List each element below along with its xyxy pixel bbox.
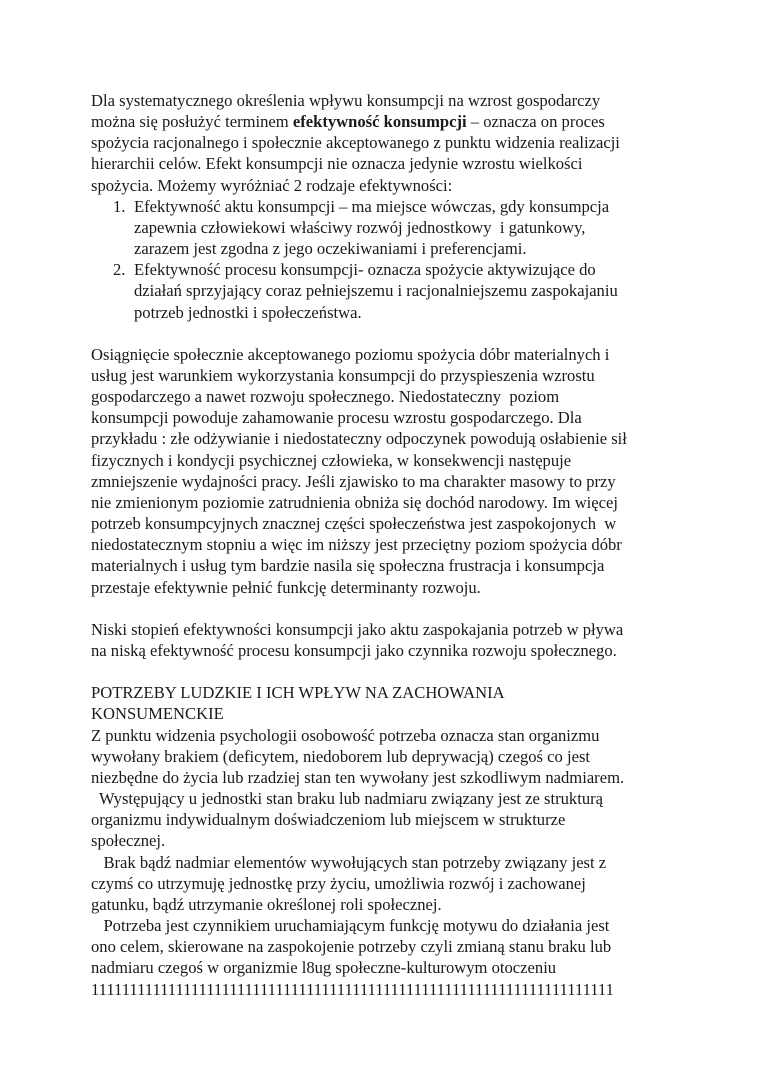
paragraph-intro	[91, 90, 691, 196]
text-line: potrzeb jednostki i społeczeństwa.	[134, 302, 362, 322]
text-line: spożycia. Możemy wyróżniać 2 rodzaje efektywności:	[91, 175, 453, 195]
text-line: niedostatecznym stopniu a więc im niższy jest przeciętny poziom spożycia dóbr	[91, 535, 622, 555]
text-line: hierarchii celów. Efekt konsumpcji nie oznacza jedynie wzrostu wielkości	[91, 154, 583, 174]
text-line: konsumpcji powoduje zahamowanie procesu wzrostu gospodarczego. Dla	[91, 408, 582, 428]
numbered-list	[91, 196, 691, 323]
text-line: gatunku, bądź utrzymanie określonej roli społecznej.	[91, 894, 442, 914]
text-line: nie zmienionym poziomie zatrudnienia obniża się dochód narodowy. Im więcej	[91, 492, 618, 512]
text-segment: można się posłużyć terminem	[91, 112, 293, 132]
text-line: Z punktu widzenia psychologii osobowość potrzeba oznacza stan organizmu	[91, 725, 600, 745]
text-line: Efektywność aktu konsumpcji – ma miejsce wówczas, gdy konsumpcja	[134, 196, 610, 216]
text-line: Niski stopień efektywności konsumpcji jako aktu zaspokajania potrzeb w pływa	[91, 619, 624, 639]
text-segment: – oznacza on proces	[466, 112, 605, 132]
bold-term: efektywność konsumpcji	[292, 112, 467, 132]
text-line: działań sprzyjający coraz pełniejszemu i racjonalniejszemu zaspokajaniu	[134, 281, 618, 301]
text-line: wywołany brakiem (deficytem, niedoborem lub deprywacją) czegoś co jest	[91, 746, 591, 766]
text-line: Osiągnięcie społecznie akceptowanego poziomu spożycia dóbr materialnych i	[91, 344, 610, 364]
text-line: Efektywność procesu konsumpcji- oznacza spożycie aktywizujące do	[134, 260, 596, 280]
text-line: POTRZEBY LUDZKIE I ICH WPŁYW NA ZACHOWANIA	[91, 683, 505, 703]
text-line: potrzeb konsumpcyjnych znacznej części społeczeństwa jest zaspokojonych w	[91, 514, 617, 534]
document-page	[91, 90, 691, 1000]
text-line: ono celem, skierowane na zaspokojenie potrzeby czyli zmianą stanu braku lub	[91, 937, 612, 957]
text-line: Potrzeba jest czynnikiem uruchamiającym funkcję motywu do działania jest	[91, 916, 610, 936]
text-line: organizmu indywidualnym doświadczeniom lub miejscem w strukturze	[91, 810, 566, 830]
text-line: Występujący u jednostki stan braku lub nadmiaru związany jest ze strukturą	[91, 789, 604, 809]
text-line: fizycznych i kondycji psychicznej człowieka, w konsekwencji następuje	[91, 450, 572, 470]
text-line: niezbędne do życia lub rzadziej stan ten wywołany jest szkodliwym nadmiarem.	[91, 767, 625, 787]
text-line: KONSUMENCKIE	[91, 704, 224, 724]
text-line: zarazem jest zgodna z jego oczekiwaniami i preferencjami.	[134, 239, 527, 259]
text-line: materialnych i usług tym bardzie nasila się społeczna frustracja i konsumpcja	[91, 556, 605, 576]
paragraph-consumption-level	[91, 344, 691, 598]
list-number: 1.	[113, 196, 126, 216]
text-line: 11111111111111111111111111111111111111111111111111111111111111111111	[91, 979, 614, 999]
text-line: spożycia racjonalnego i społecznie akceptowanego z punktu widzenia realizacji	[91, 133, 620, 153]
paragraph-needs	[91, 725, 691, 1000]
paragraph-low-efficiency	[91, 619, 691, 661]
text-line: Dla systematycznego określenia wpływu konsumpcji na wzrost gospodarczy	[91, 91, 601, 110]
text-line: społecznej.	[91, 831, 166, 851]
text-line: gospodarczego a nawet rozwoju społecznego. Niedostateczny poziom	[91, 387, 560, 407]
text-line: zapewnia człowiekowi właściwy rozwój jednostkowy i gatunkowy,	[134, 217, 586, 237]
text-line: nadmiaru czegoś w organizmie l8ug społeczne-kulturowym otoczeniu	[91, 958, 557, 978]
text-line: zmniejszenie wydajności pracy. Jeśli zjawisko to ma charakter masowy to przy	[91, 471, 616, 491]
list-number: 2.	[113, 260, 126, 280]
text-line: przestaje efektywnie pełnić funkcję determinanty rozwoju.	[91, 577, 481, 597]
text-line: Brak bądź nadmiar elementów wywołujących stan potrzeby związany jest z	[91, 852, 607, 872]
text-line: na niską efektywność procesu konsumpcji jako czynnika rozwoju społecznego.	[91, 641, 617, 661]
list-item	[91, 196, 691, 259]
text-line: usług jest warunkiem wykorzystania konsumpcji do przyspieszenia wzrostu	[91, 366, 595, 386]
text-line	[91, 111, 691, 132]
list-item	[91, 259, 691, 322]
text-line: przykładu : złe odżywianie i niedostateczny odpoczynek powodują osłabienie sił	[91, 429, 627, 449]
section-heading	[91, 682, 691, 724]
text-line: czymś co utrzymuję jednostkę przy życiu, umożliwia rozwój i zachowanej	[91, 873, 586, 893]
